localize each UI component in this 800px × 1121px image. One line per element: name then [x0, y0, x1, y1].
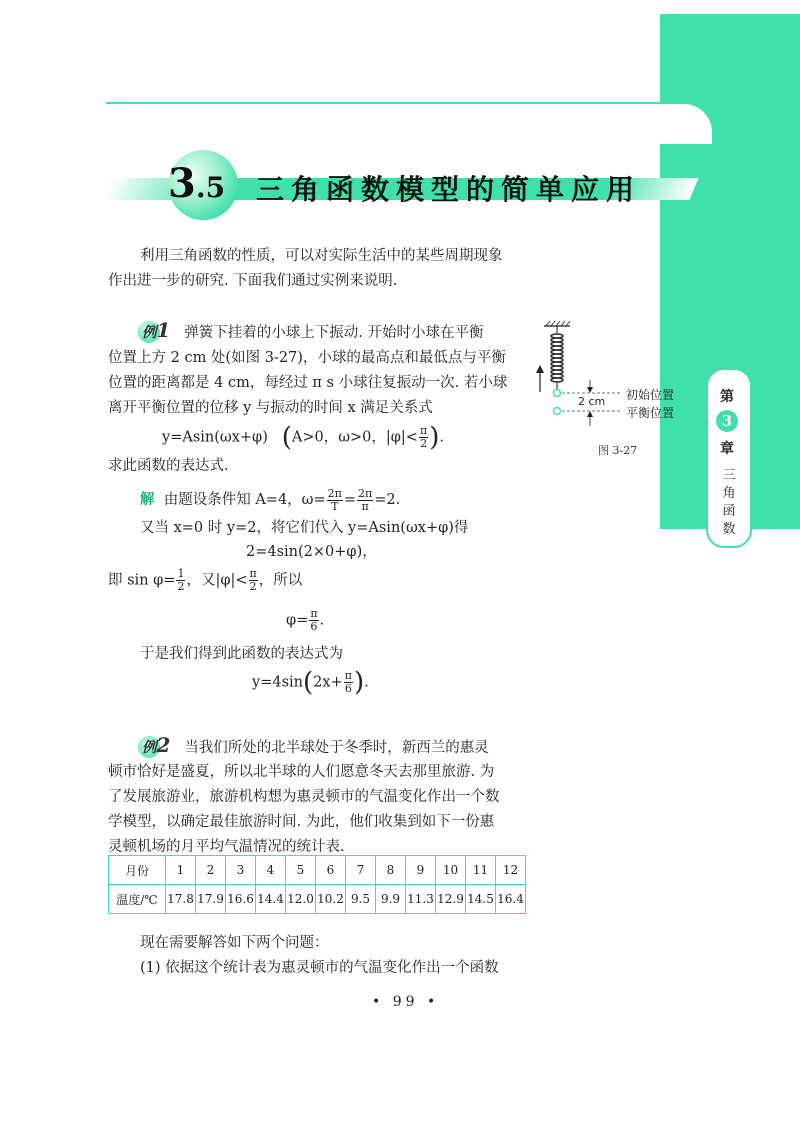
example1-line: 位置上方 2 cm 处(如图 3-27)，小球的最高点和最低点与平衡	[108, 350, 506, 366]
example1-line: 离开平衡位置的位移 y 与振动的时间 x 满足关系式	[108, 400, 433, 416]
chapter-name-char: 数	[722, 522, 736, 537]
table-cell: 11.3	[406, 885, 436, 914]
table-cell: 17.9	[196, 885, 226, 914]
solution-line-2: 又当 x=0 时 y=2，将它们代入 y=Asin(ωx+φ)得	[140, 520, 469, 536]
solution-line-5: φ= $\frac{\pi}{6}$ .	[286, 607, 325, 633]
chapter-prefix: 第	[720, 389, 734, 405]
table-cell: 9	[406, 856, 436, 885]
section-number: 3.5	[168, 160, 226, 207]
table-cell: 5	[286, 856, 316, 885]
figure-equilibrium-label: 平衡位置	[626, 406, 675, 420]
solution-line-3: 2=4sin(2×0+φ)，	[246, 544, 377, 560]
table-cell: 7	[346, 856, 376, 885]
chapter-name-char: 函	[722, 504, 736, 519]
example1-formula: y=Asin(ωx+φ) (A>0，ω>0，|φ|< $\frac{\pi}{2}$ ).	[162, 422, 444, 453]
solution-line-4: 即 sin φ= $\frac{1}{2}$ ，又|φ|< $\frac{\pi}{2}$ ，所以	[108, 567, 303, 593]
example1-line: 位置的距离都是 4 cm，每经过 π s 小球往复振动一次. 若小球	[108, 375, 508, 391]
table-cell: 4	[256, 856, 286, 885]
body-line: (1) 依据这个统计表为惠灵顿市的气温变化作出一个函数	[140, 960, 499, 976]
chapter-name-char: 角	[722, 486, 736, 501]
solution-line-6: 于是我们得到此函数的表达式为	[140, 646, 343, 662]
table-cell: 9.9	[376, 885, 406, 914]
example2-line: 学模型，以确定最佳旅游时间. 为此，他们收集到如下一份惠	[108, 814, 495, 830]
table-cell: 11	[466, 856, 496, 885]
table-cell: 3	[226, 856, 256, 885]
table-cell: 10	[436, 856, 466, 885]
table-cell: 9.5	[346, 885, 376, 914]
solution-final: y=4sin(2x+ $\frac{\pi}{6}$ ).	[252, 667, 369, 698]
figure-caption: 图 3-27	[598, 444, 638, 457]
table-cell: 16.6	[226, 885, 256, 914]
table-cell: 12.9	[436, 885, 466, 914]
solution-label: 解	[140, 491, 155, 508]
intro-line: 作出进一步的研究. 下面我们通过实例来说明.	[108, 273, 398, 289]
table-cell: 6	[316, 856, 346, 885]
table-cell: 17.8	[166, 885, 196, 914]
page-number: • 99 •	[372, 994, 440, 1010]
table-cell: 8	[376, 856, 406, 885]
table-cell: 14.4	[256, 885, 286, 914]
table-cell: 12	[496, 856, 526, 885]
intro-line: 利用三角函数的性质，可以对实际生活中的某些周期现象	[140, 248, 503, 264]
figure-distance-label: 2 cm	[578, 395, 606, 408]
example1-label: 例1	[142, 318, 171, 342]
table-cell: 1	[166, 856, 196, 885]
example2-line: 顿市恰好是盛夏，所以北半球的人们愿意冬天去那里旅游. 为	[108, 764, 495, 780]
header-rule	[106, 102, 706, 104]
chapter-number: 3	[716, 410, 738, 432]
table-row-months	[109, 856, 526, 885]
table-cell: 16.4	[496, 885, 526, 914]
example2-line: 灵顿机场的月平均气温情况的统计表.	[108, 839, 345, 855]
section-title: 三角函数模型的简单应用	[256, 173, 642, 206]
example2-first-line: 例2 当我们所处的北半球处于冬季时，新西兰的惠灵	[138, 733, 489, 761]
table-cell: 10.2	[316, 885, 346, 914]
solution-line-1: 解 由题设条件知 A=4，ω= $\frac{2\pi}{T}$ = $\frac{2\pi}{\pi}$ =2.	[140, 486, 401, 513]
table-row-temps	[109, 885, 526, 914]
table-cell: 2	[196, 856, 226, 885]
table-header-temp: 温度/℃	[109, 885, 166, 914]
example2-line: 了发展旅游业，旅游机构想为惠灵顿市的气温变化作出一个数	[108, 789, 500, 805]
table-header-month: 月份	[109, 856, 166, 885]
figure-initial-position-label: 初始位置	[626, 388, 675, 402]
temperature-table	[108, 855, 526, 914]
table-cell: 12.0	[286, 885, 316, 914]
spring-diagram	[530, 318, 710, 448]
example2-label: 例2	[142, 733, 171, 757]
example1-question: 求此函数的表达式.	[108, 458, 229, 474]
table-cell: 14.5	[466, 885, 496, 914]
example1-first-line: 例1 弹簧下挂着的小球上下振动. 开始时小球在平衡	[138, 318, 483, 346]
chapter-name-char: 三	[722, 468, 736, 483]
chapter-unit: 章	[720, 441, 734, 457]
body-line: 现在需要解答如下两个问题：	[140, 935, 329, 951]
